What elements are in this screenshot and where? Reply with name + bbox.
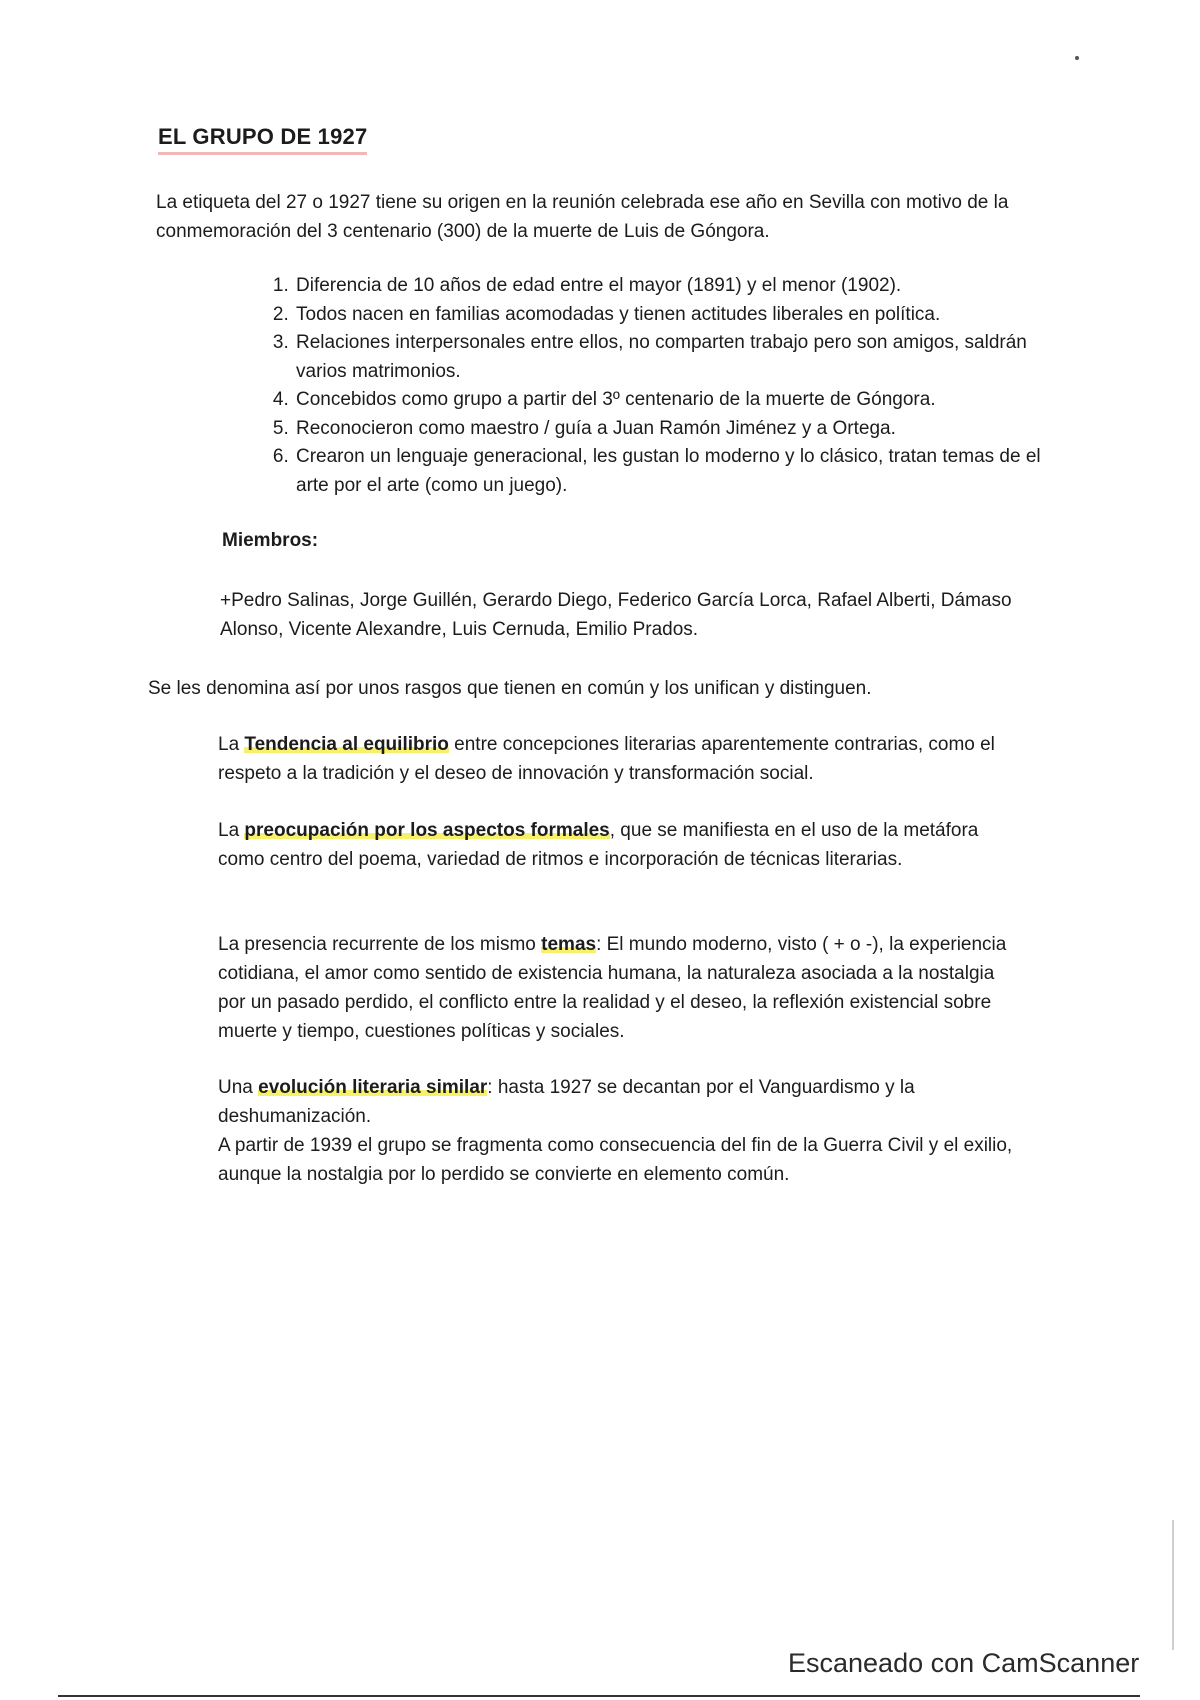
trait-keyword: Tendencia al equilibrio — [244, 734, 449, 755]
trait-text: : hasta 1927 se decantan por el Vanguardismo y la deshumanización. — [218, 1077, 915, 1127]
trait-text: entre concepciones literarias aparentemente contrarias, como el respeto a la tradición y el deseo de innovación y transformación social. — [218, 734, 995, 784]
trait-keyword: evolución literaria similar — [258, 1077, 488, 1098]
document-title: EL GRUPO DE 1927 — [158, 124, 367, 155]
intro-paragraph: La etiqueta del 27 o 1927 tiene su origen en la reunión celebrada ese año en Sevilla con motivo de la conmemoración del 3 centenario (300) de la muerte de Luis de Góngora. — [156, 192, 1009, 242]
trait-equilibrium — [218, 730, 1018, 788]
list-item: 4. Concebidos como grupo a partir del 3º centenario de la muerte de Góngora. — [294, 386, 1074, 415]
list-item: 3. Relaciones interpersonales entre ellos, no comparten trabajo pero son amigos, saldrán varios matrimonios. — [294, 329, 1074, 386]
trait-text: , que se manifiesta en el uso de la metáfora como centro del poema, variedad de ritmos e incorporación de técnicas literarias. — [218, 820, 979, 870]
trait-keyword: preocupación por los aspectos formales — [244, 820, 610, 841]
bottom-rule — [58, 1695, 1140, 1697]
common-traits-paragraph: Se les denomina así por unos rasgos que tienen en común y los unifican y distinguen. — [148, 678, 872, 699]
camscanner-watermark: Escaneado con CamScanner — [788, 1648, 1140, 1678]
scan-speck — [1075, 56, 1079, 60]
members-heading: Miembros: — [222, 530, 319, 551]
list-item: 5. Reconocieron como maestro / guía a Juan Ramón Jiménez y a Ortega. — [294, 415, 1074, 444]
members-list: +Pedro Salinas, Jorge Guillén, Gerardo Diego, Federico García Lorca, Rafael Alberti, Dámaso Alonso, Vicente Alexandre, Luis Cernuda, Emilio Prados. — [220, 590, 1012, 640]
trait-themes — [218, 930, 1018, 1046]
trait-evolution — [218, 1073, 1018, 1131]
trait-text: : El mundo moderno, visto ( + o -), la experiencia cotidiana, el amor como sentido de existencia humana, la naturaleza asociada a la nostalgia por un pasado perdido, el conflicto entre la realidad y el deseo, la reflexión existencial sobre muerte y tiempo, cuestiones políticas y sociales. — [218, 934, 1007, 1042]
trait-lead: La — [218, 734, 245, 755]
feature-list — [258, 272, 1074, 500]
exile-paragraph: A partir de 1939 el grupo se fragmenta como consecuencia del fin de la Guerra Civil y el exilio, aunque la nostalgia por lo perdido se convierte en elemento común. — [218, 1135, 1013, 1185]
trait-keyword: temas — [541, 934, 597, 955]
list-item: 6. Crearon un lenguaje generacional, les gustan lo moderno y lo clásico, tratan temas de el arte por el arte (como un juego). — [294, 443, 1074, 500]
trait-lead: Una — [218, 1077, 259, 1098]
list-item: 1. Diferencia de 10 años de edad entre el mayor (1891) y el menor (1902). — [294, 272, 1074, 301]
scan-edge-line — [1172, 1520, 1174, 1650]
trait-lead: La presencia recurrente de los mismo — [218, 934, 542, 955]
trait-formal-aspects — [218, 816, 1018, 874]
list-item: 2. Todos nacen en familias acomodadas y tienen actitudes liberales en política. — [294, 301, 1074, 330]
trait-lead: La — [218, 820, 245, 841]
